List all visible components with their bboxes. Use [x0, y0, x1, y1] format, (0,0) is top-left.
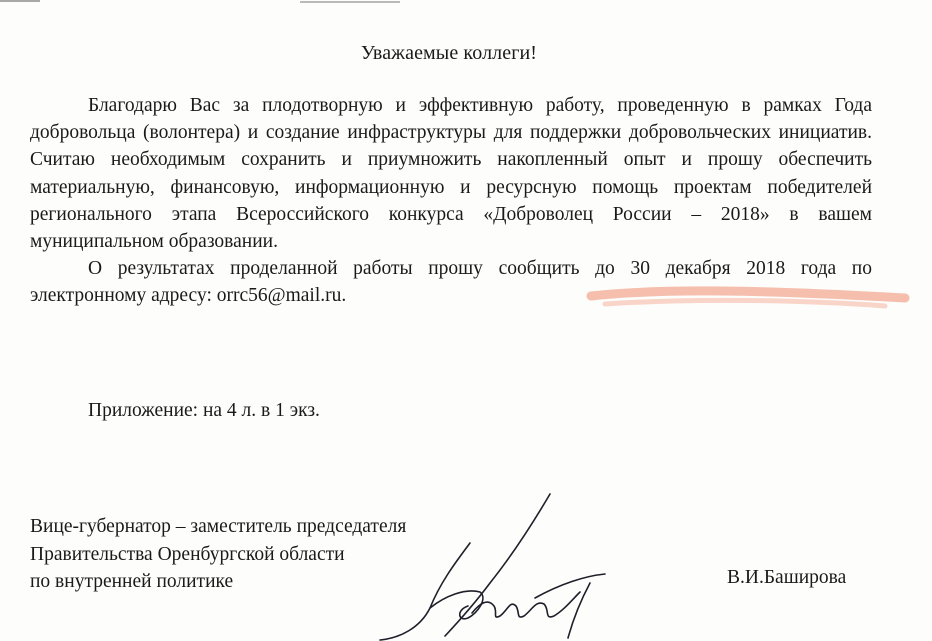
letter-paragraph-report-request: О результатах проделанной работы прошу сообщить до 30 декабря 2018 года по электронному адресу: orrc56@mail.ru. [30, 258, 872, 307]
handwritten-signature [360, 488, 620, 641]
signatory-title-line: Правительства Оренбургской области [30, 543, 345, 565]
letter-body [30, 92, 872, 310]
attachment-note: Приложение: на 4 л. в 1 экз. [88, 400, 320, 421]
signatory-name: В.И.Баширова [727, 567, 847, 588]
scan-edge-marks [0, 0, 932, 8]
signatory-title-line: по внутренней политике [30, 571, 234, 592]
letter-greeting: Уважаемые коллеги! [360, 42, 538, 64]
letter-paragraph-gratitude: Благодарю Вас за плодотворную и эффективную работу, проведенную в рамках Года добровольца (волонтера) и создание инфраструктуры для поддержки добровольческих инициатив. Считаю необходимым сохранить и приумножить накопленный опыт и прошу обеспечить материальную, финансовую, информационную и ресурсную помощь проектам победителей регионального этапа Всероссийского конкурса «Доброволец России – 2018» в вашем муниципальном образовании. [30, 95, 872, 253]
signatory-title [30, 513, 406, 596]
signatory-title-line: Вице-губернатор – заместитель председателя [30, 516, 407, 537]
